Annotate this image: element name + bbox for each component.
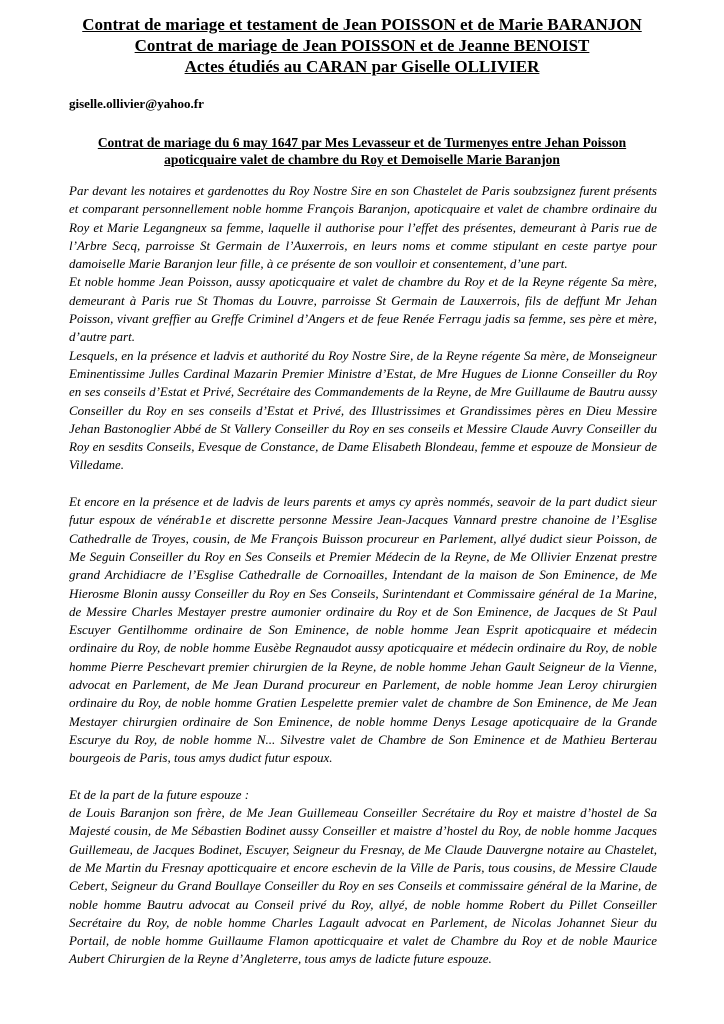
author-email: giselle.ollivier@yahoo.fr [69,96,204,111]
title-line-3: Actes étudiés au CARAN par Giselle OLLIVIER [184,57,540,76]
document-body [69,182,657,969]
paragraph-spacer [69,475,657,493]
paragraph-parties-groom: Et noble homme Jean Poisson, aussy apoticquaire et valet de chambre du Roy et de la Reyne régente Sa mère, demeurant à Paris rue St Thomas du Louvre, parroisse St Germain de Lauxerrois, fils de deffunt Mr Jehan Poisson, vivant greffier au Greffe Criminel d’Angers et de feue Renée Ferragu jadis sa femme, ses père et mère, d’autre part. [69,274,657,345]
paragraph-witnesses-royal: Lesquels, en la présence et ladvis et authorité du Roy Nostre Sire, de la Reyne régente Sa mère, de Monseigneur Eminentissime Julles Cardinal Mazarin Premier Ministre d’Estat, de Mre Hugues de Lionne Conseiller du Roy en ses conseils d’Estat et Privé, Secrétaire des Commandements de la Reyne, de Mre Guillaume de Bautru aussy Conseiller du Roy en ses conseils d’Estat et Privé, des Illustrissimes et Grandissimes pères en Dieu Messire Jehan Bastonoglier Abbé de St Vallery Conseiller du Roy en ses conseils et Messire Claude Auvry Conseiller du Roy en sesdits Conseils, Evesque de Constance, de Dame Elisabeth Blondeau, femme et espouze de Monsieur de Villedame. [69,347,657,473]
paragraph-witnesses-bride: de Louis Baranjon son frère, de Me Jean Guillemeau Conseiller Secrétaire du Roy et maistre d’hostel de Sa Majesté cousin, de Me Sébastien Bodinet aussy Conseiller et maistre d’hostel du Roy, de noble homme Jacques Guillemeau, de Jacques Bodinet, Escuyer, Seigneur du Fresnay, de Me Claude Dauvergne notaire au Chastelet, de Me Martin du Fresnay apotticquaire et encore eschevin de la Ville de Paris, tous cousins, de Messire Claude Cebert, Seigneur du Grand Boullaye Conseiller du Roy en ses Conseils et commissaire général de la Marine, de noble homme Bautru advocat au Conseil privé du Roy, allyé, de noble homme Robert du Pillet Conseiller Secrétaire du Roy, de noble homme Charles Lagault advocat en Parlement, de Nicolas Johannet Sieur du Portail, de noble homme Guillaume Flamon apotticquaire et valet de Chambre du Roy et de noble Maurice Aubert Chirurgien de la Reyne d’Angleterre, tous amys de ladicte future espouze. [69,805,657,967]
paragraph-witnesses-groom: Et encore en la présence et de ladvis de leurs parents et amys cy après nommés, seavoir de la part dudict sieur futur espoux de vénérab1e et discrette personne Messire Jean-Jacques Vannard prestre chanoine de l’Esglise Cathedralle de Troyes, cousin, de Me François Buisson procureur en Parlement, allyé dudict sieur Poisson, de Me Seguin Conseiller du Roy en Ses Conseils et Premier Médecin de la Reyne, de Me Ollivier Enzenat prestre grand Archidiacre de l’Esglise Cathedralle de Cornoailles, Intendant de la maison de Son Eminence, de Me Hierosme Blonin aussy Conseiller du Roy en Ses Conseils, Surintendant et Commissaire général de 1a Marine, de Messire Charles Mestayer prestre aumonier ordinaire du Roy et de Son Eminence, de Jacques de St Paul Escuyer Gentilhomme ordinaire de Son Eminence, de noble homme Jean Esprit apoticquaire et médecin ordinaire du Roy, de noble homme Eusèbe Regnaudot aussy apoticquaire et médecin ordinaire du Roy, de noble homme Pierre Peschevart premier chirurgien de la Reyne, de noble homme Jehan Gault Seigneur de la Vienne, advocat en Parlement, de Me Jean Durand procureur en Parlement, de noble homme Jean Leroy chirurgien ordinaire du Roy, de noble homme Gratien Lespelette premier valet de chambre de Son Eminence, de Me Jean Mestayer chirurgien ordinaire de Son Eminence, de noble homme Denys Lesage apoticquaire de la Grande Escurye du Roy, de noble homme N... Silvestre valet de Chambre de Son Eminence et de Mathieu Berterau bourgeois de Paris, tous amys dudict futur espoux. [69,494,657,766]
section-title: Contrat de mariage du 6 may 1647 par Mes Levasseur et de Turmenyes entre Jehan Poisson apoticquaire valet de chambre du Roy et Demoiselle Marie Baranjon [97,135,627,167]
paragraph-spacer [69,768,657,786]
title-line-2: Contrat de mariage de Jean POISSON et de Jeanne BENOIST [134,36,590,55]
document-header [40,14,684,77]
title-line-1: Contrat de mariage et testament de Jean POISSON et de Marie BARANJON [82,15,642,34]
paragraph-parties-bride: Par devant les notaires et gardenottes du Roy Nostre Sire en son Chastelet de Paris soubzsignez furent présents et comparant personnellement noble homme François Baranjon, apoticquaire et valet de chambre ordinaire du Roy et Marie Legangneux sa femme, laquelle il authorise pour l’effet des présentes, demeurant à Paris rue de l’Arbre Secq, parroisse St Germain de l’Auxerrois, en leurs noms et comme stipulant en ceste partye pour damoiselle Marie Baranjon leur fille, à ce présente de son voulloir et consentement, d’une part. [69,183,657,272]
paragraph-bride-side-heading: Et de la part de la future espouze : [69,786,250,802]
